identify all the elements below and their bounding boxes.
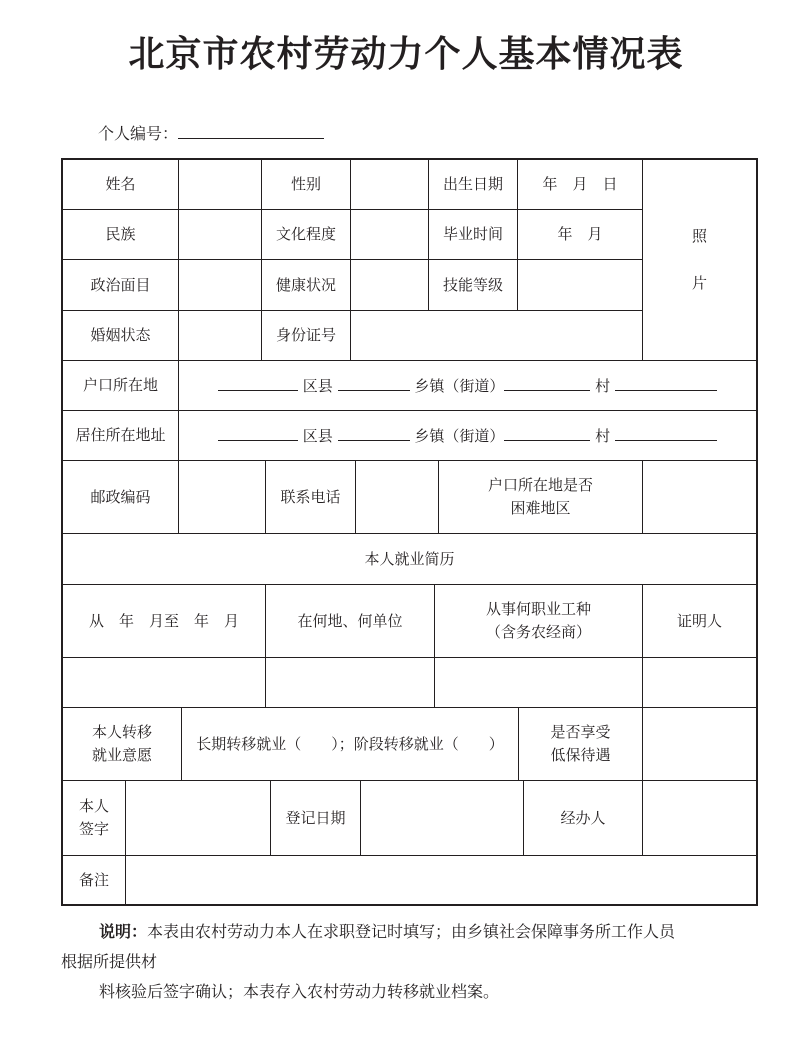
- handler-field[interactable]: [643, 781, 756, 855]
- political-status-label: 政治面目: [63, 260, 179, 310]
- transfer-willingness-row: [63, 708, 756, 781]
- hukou-address-row: [63, 361, 756, 411]
- notes-text-1: 本表由农村劳动力本人在求职登记时填写；由乡镇社会保障事务所工作人员: [147, 922, 676, 941]
- skill-level-field[interactable]: [518, 260, 643, 310]
- residence-address-row: [63, 411, 756, 461]
- photo-label-char1: 照: [691, 227, 707, 245]
- employment-history-header-row: [63, 534, 756, 585]
- remarks-field[interactable]: [126, 856, 756, 904]
- info-form-table: [61, 158, 758, 906]
- photo-label-char2: 片: [691, 274, 707, 292]
- residence-district-label: 区县: [302, 426, 333, 445]
- personal-id-line: [98, 120, 324, 146]
- job-field[interactable]: [435, 658, 643, 707]
- notes-line-1: [61, 918, 761, 946]
- remarks-row: [63, 856, 756, 904]
- personal-id-field[interactable]: [178, 120, 324, 139]
- phone-field[interactable]: [356, 461, 439, 533]
- personal-id-label: 个人编号：: [98, 124, 179, 143]
- postal-code-field[interactable]: [179, 461, 266, 533]
- birth-date-field[interactable]: 年 月 日: [518, 160, 643, 209]
- health-field[interactable]: [351, 260, 429, 310]
- job-column-header: 从事何职业工种 （含务农经商）: [435, 585, 643, 657]
- witness-field[interactable]: [643, 658, 756, 707]
- skill-level-label: 技能等级: [429, 260, 518, 310]
- notes-line-2: 根据所提供材: [61, 952, 158, 971]
- period-column-header: 从 年 月至 年 月: [63, 585, 266, 657]
- ethnicity-label: 民族: [63, 210, 179, 259]
- notes-line-3: 料核验后签字确认；本表存入农村劳动力转移就业档案。: [99, 982, 500, 1001]
- id-number-label: 身份证号: [262, 311, 351, 360]
- handler-label: 经办人: [524, 781, 643, 855]
- employment-history-entry-row: [63, 658, 756, 708]
- transfer-options-field[interactable]: 长期转移就业（ ）；阶段转移就业（ ）: [182, 708, 519, 780]
- residence-village-label: 村: [595, 426, 611, 445]
- residence-address-label: 居住所在地址: [63, 411, 179, 460]
- ethnicity-field[interactable]: [179, 210, 262, 259]
- register-date-label: 登记日期: [271, 781, 361, 855]
- photo-box[interactable]: [643, 160, 756, 361]
- name-field[interactable]: [179, 160, 262, 209]
- witness-column-header: 证明人: [676, 611, 722, 630]
- name-label: 姓名: [63, 160, 179, 209]
- gender-field[interactable]: [351, 160, 429, 209]
- hukou-village-label: 村: [595, 376, 611, 395]
- residence-address-field[interactable]: [179, 411, 756, 460]
- signature-label: 本人 签字: [63, 781, 126, 855]
- marital-status-field[interactable]: [179, 311, 262, 360]
- political-status-field[interactable]: [179, 260, 262, 310]
- gender-label: 性别: [262, 160, 351, 209]
- marital-status-label: 婚姻状态: [63, 311, 179, 360]
- hardship-area-field[interactable]: [643, 461, 756, 533]
- page-title: 北京市农村劳动力个人基本情况表: [128, 34, 684, 75]
- hardship-area-label: 户口所在地是否 困难地区: [439, 461, 643, 533]
- notes-label: 说明：: [99, 922, 148, 941]
- graduation-time-field[interactable]: 年 月: [518, 210, 643, 259]
- form-row-1: [63, 160, 643, 210]
- register-date-field[interactable]: [361, 781, 524, 855]
- health-label: 健康状况: [262, 260, 351, 310]
- birth-date-label: 出生日期: [429, 160, 518, 209]
- period-field[interactable]: [63, 658, 266, 707]
- remarks-label: 备注: [63, 856, 126, 904]
- employment-history-header: 本人就业简历: [364, 549, 455, 568]
- place-unit-column-header: 在何地、何单位: [266, 585, 435, 657]
- employment-history-columns-row: [63, 585, 756, 658]
- form-row-4: [63, 311, 643, 361]
- education-label: 文化程度: [262, 210, 351, 259]
- hukou-town-label: 乡镇（街道）: [414, 376, 505, 395]
- subsidy-label: 是否享受 低保待遇: [519, 708, 643, 780]
- form-row-3: [63, 260, 643, 311]
- graduation-time-label: 毕业时间: [429, 210, 518, 259]
- transfer-willingness-label: 本人转移 就业意愿: [63, 708, 182, 780]
- signature-field[interactable]: [126, 781, 271, 855]
- hukou-address-field[interactable]: [179, 361, 756, 410]
- contact-row: [63, 461, 756, 534]
- signature-row: [63, 781, 756, 856]
- place-unit-field[interactable]: [266, 658, 435, 707]
- subsidy-field[interactable]: [643, 708, 756, 780]
- postal-code-label: 邮政编码: [63, 461, 179, 533]
- residence-town-label: 乡镇（街道）: [414, 426, 505, 445]
- phone-label: 联系电话: [266, 461, 356, 533]
- education-field[interactable]: [351, 210, 429, 259]
- hukou-district-label: 区县: [302, 376, 333, 395]
- form-row-2: [63, 210, 643, 260]
- hukou-address-label: 户口所在地: [63, 361, 179, 410]
- id-number-field[interactable]: [351, 311, 643, 360]
